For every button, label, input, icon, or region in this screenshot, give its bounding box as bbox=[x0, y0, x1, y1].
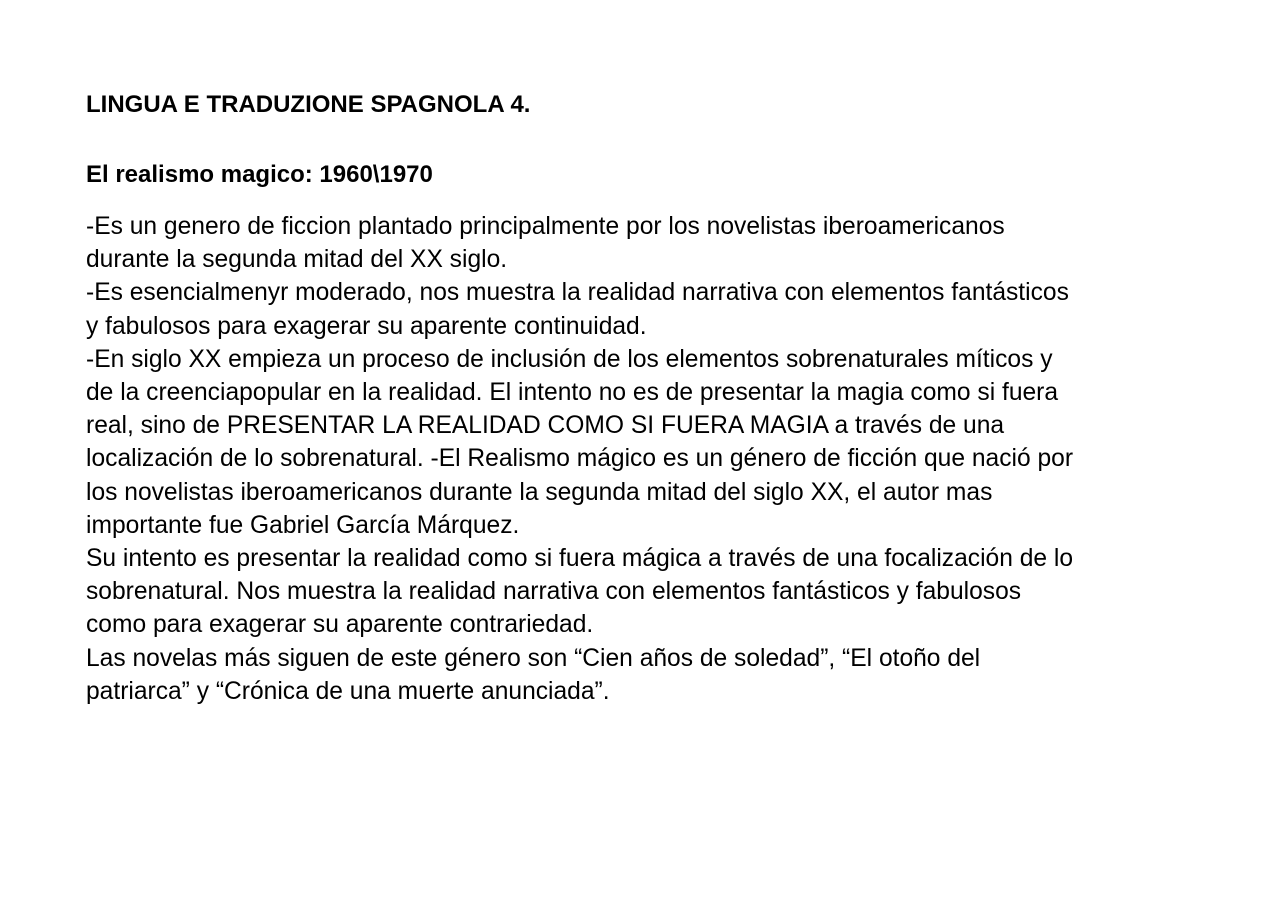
body-line: -Es un genero de ficcion plantado principalmente por los novelistas iberoamericanos bbox=[86, 213, 1005, 240]
body-line: real, sino de PRESENTAR LA REALIDAD COMO SI FUERA MAGIA a través de una bbox=[86, 412, 1005, 440]
section-title: El realismo magico: 1960\1970 bbox=[86, 161, 433, 188]
body-line: como para exagerar su aparente contrariedad. bbox=[86, 611, 594, 639]
course-title: LINGUA E TRADUZIONE SPAGNOLA 4. bbox=[86, 91, 531, 118]
body-line: patriarca” y “Crónica de una muerte anunciada”. bbox=[86, 677, 610, 705]
body-line: Las novelas más siguen de este género son “Cien años de soledad”, “El otoño del bbox=[86, 644, 981, 672]
body-text bbox=[86, 210, 1206, 708]
body-line: -En siglo XX empieza un proceso de inclusión de los elementos sobrenaturales míticos y bbox=[86, 345, 1053, 373]
document-page bbox=[86, 88, 1206, 708]
body-line: y fabulosos para exagerar su aparente continuidad. bbox=[86, 312, 647, 340]
body-line: durante la segunda mitad del XX siglo. bbox=[86, 246, 508, 274]
body-line: localización de lo sobrenatural. -El Realismo mágico es un género de ficción que nació por bbox=[86, 445, 1074, 473]
body-line: importante fue Gabriel García Márquez. bbox=[86, 511, 520, 539]
body-line: sobrenatural. Nos muestra la realidad narrativa con elementos fantásticos y fabulosos bbox=[86, 578, 1022, 606]
body-line: -Es esencialmenyr moderado, nos muestra la realidad narrativa con elementos fantásticos bbox=[86, 279, 1069, 307]
body-line: Su intento es presentar la realidad como si fuera mágica a través de una focalización de lo bbox=[86, 545, 1074, 573]
body-line: los novelistas iberoamericanos durante la segunda mitad del siglo XX, el autor mas bbox=[86, 478, 993, 506]
body-line: de la creenciapopular en la realidad. El intento no es de presentar la magia como si fuera bbox=[86, 379, 1059, 407]
